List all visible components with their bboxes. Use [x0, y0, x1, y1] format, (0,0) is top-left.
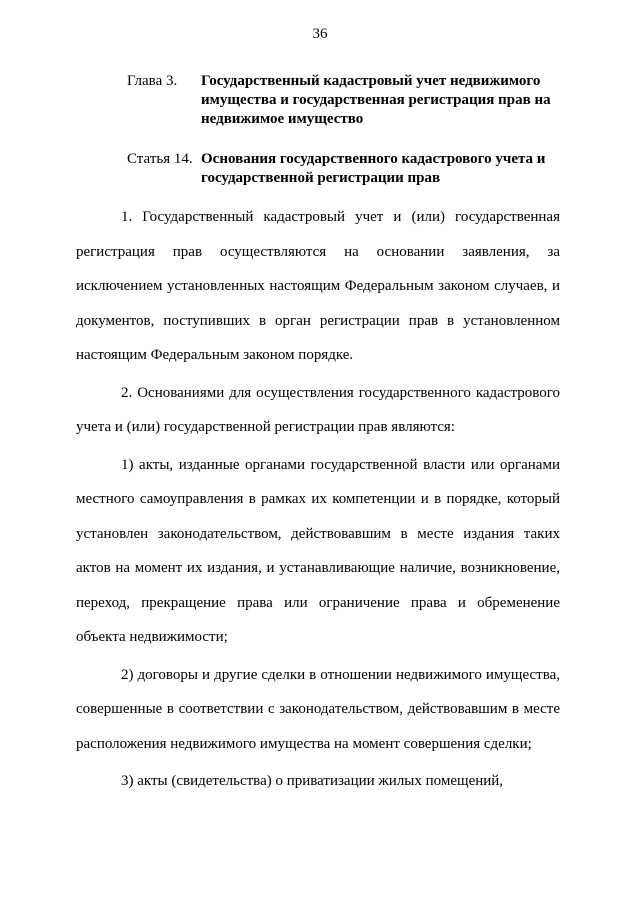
paragraph-item-3: 3) акты (свидетельства) о приватизации жилых помещений, — [121, 773, 504, 789]
article-title: Основания государственного кадастрового учета и государственной регистрации прав — [201, 151, 546, 186]
paragraph-2: 2. Основаниями для осуществления государственного кадастрового учета и (или) государственной регистрации прав являются: — [76, 384, 560, 435]
paragraph-1: 1. Государственный кадастровый учет и (или) государственная регистрация прав осуществляются на основании заявления, за исключением установленных настоящим Федеральным законом случаев, и документов, поступивших в орган регистрации прав в установленном настоящим Федеральным законом порядке. — [76, 209, 560, 363]
page-number: 36 — [312, 26, 328, 42]
article-label: Статья 14. — [127, 151, 193, 167]
paragraph-item-2: 2) договоры и другие сделки в отношении недвижимого имущества, совершенные в соответствии с законодательством, действовавшим в месте расположения недвижимого имущества на момент совершения сделки; — [76, 666, 560, 752]
chapter-label: Глава 3. — [127, 73, 178, 89]
article-body — [76, 200, 560, 802]
chapter-title: Государственный кадастровый учет недвижимого имущества и государственная регистрация прав на недвижимое имущество — [201, 73, 551, 127]
paragraph-item-1: 1) акты, изданные органами государственной власти или органами местного самоуправления в рамках их компетенции и в порядке, который установлен законодательством, действовавшим в месте издания таких актов на момент их издания, и устанавливающие наличие, возникновение, переход, прекращение права или ограничение права и обременение объекта недвижимости; — [76, 456, 560, 645]
